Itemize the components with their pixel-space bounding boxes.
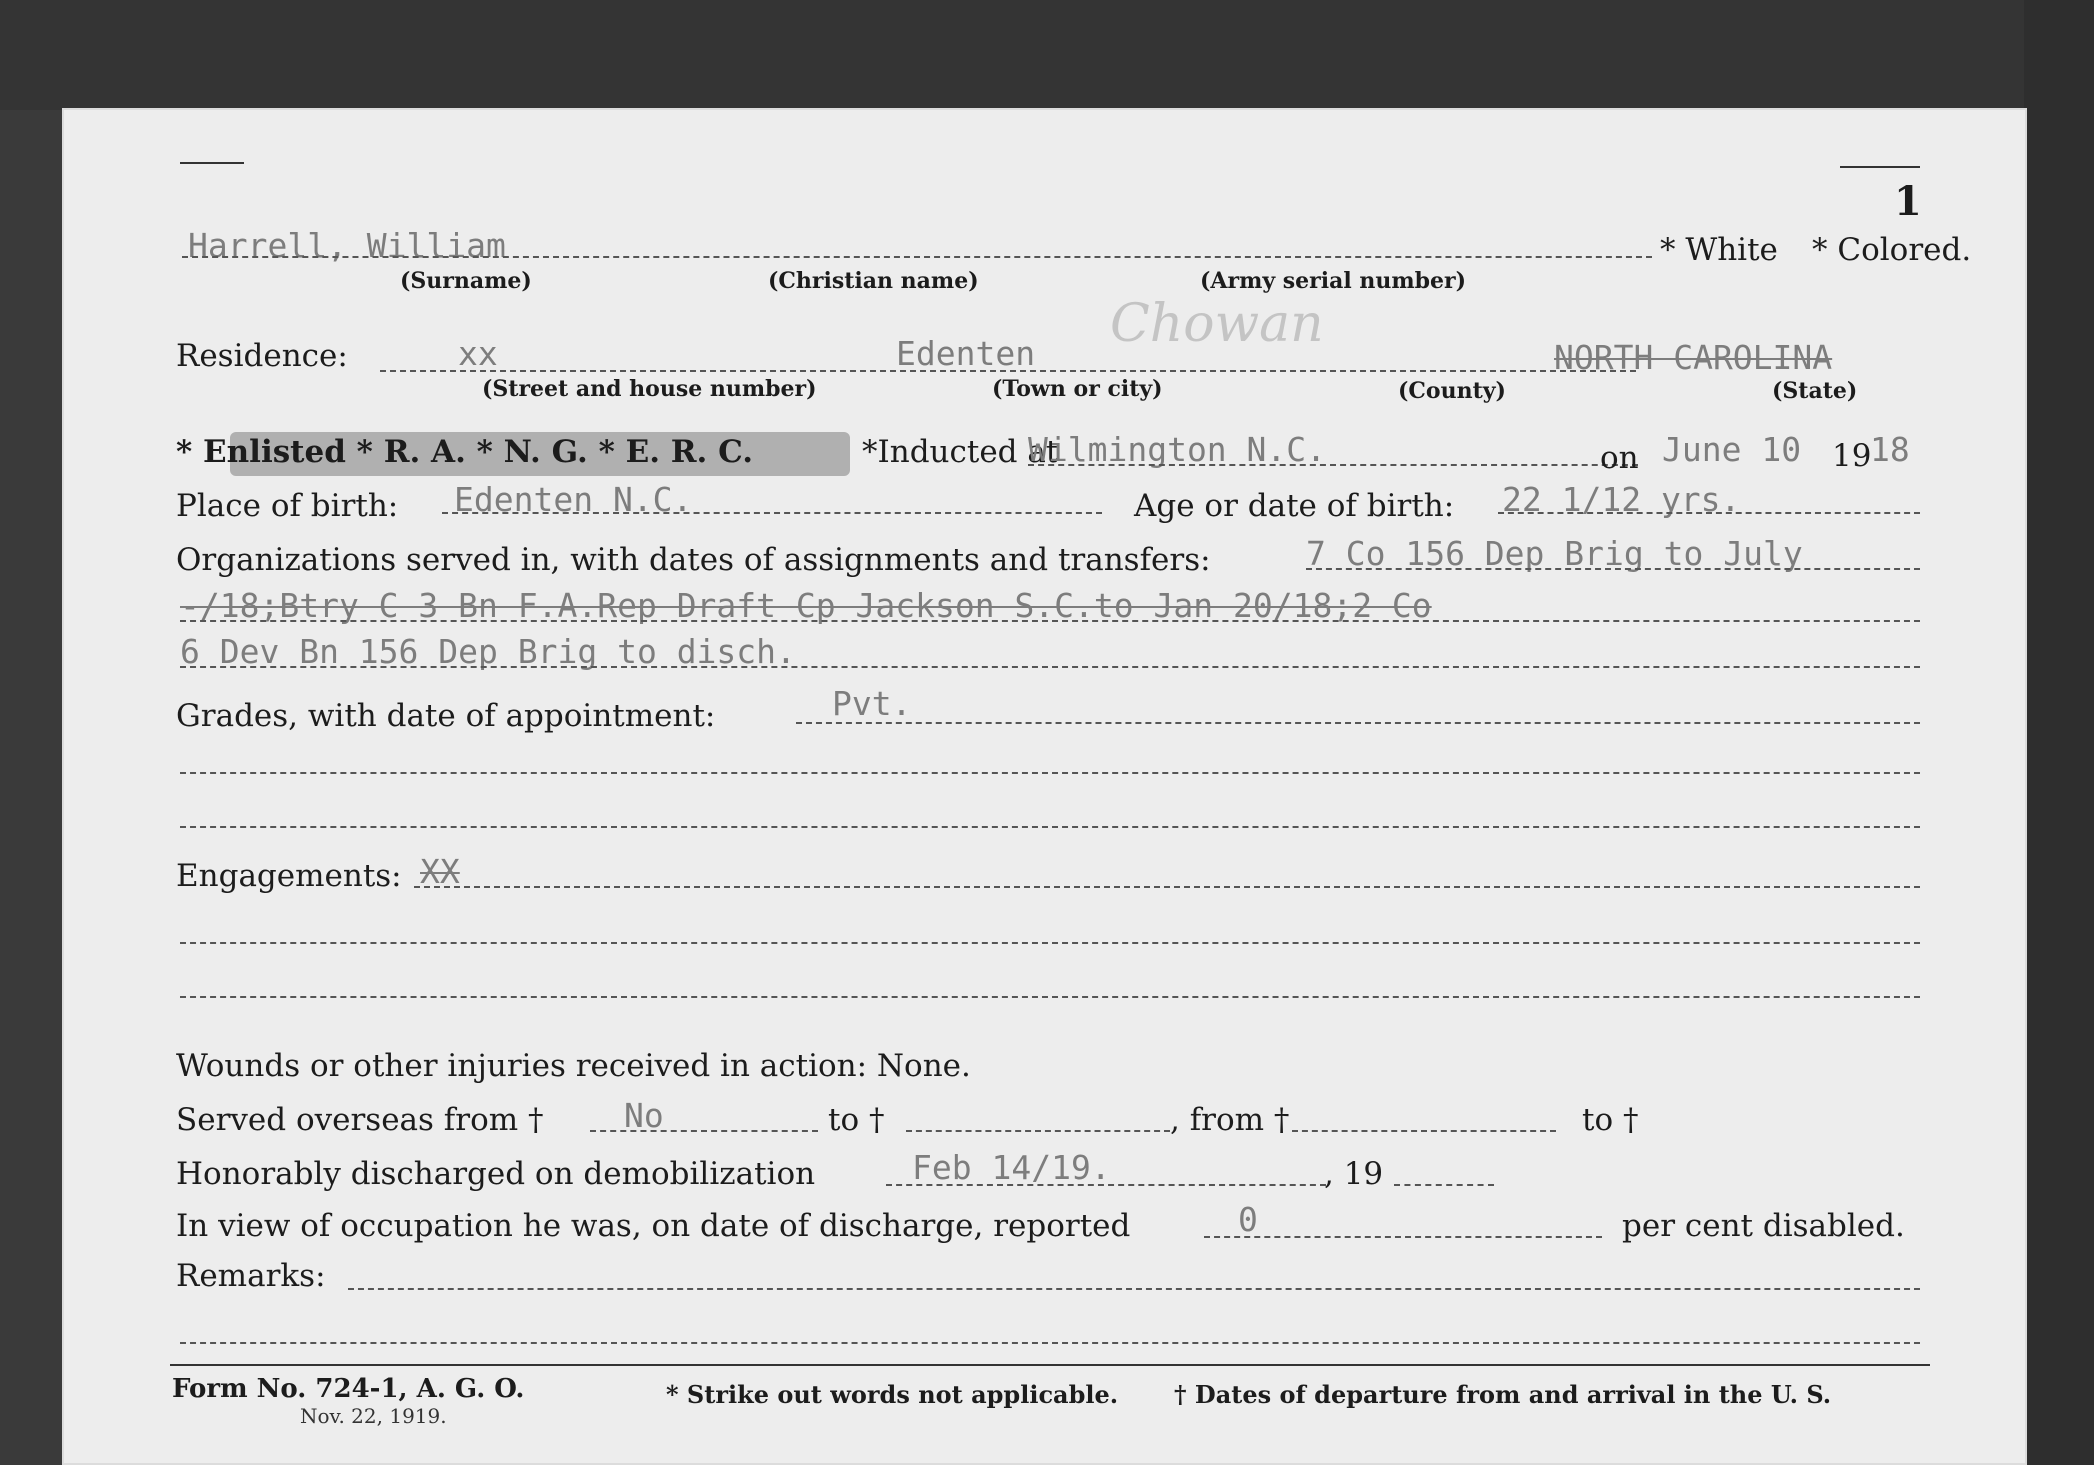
discharge-date-value: Feb 14/19.: [912, 1148, 1111, 1187]
engagements-rule-2: [180, 942, 1920, 944]
discharge-label: Honorably discharged on demobilization: [176, 1156, 816, 1192]
dates-note: † Dates of departure from and arrival in the U. S.: [1174, 1380, 1832, 1409]
service-record-card: [62, 108, 2027, 1465]
disability-value: 0: [1238, 1200, 1258, 1239]
footer-divider: [170, 1364, 1930, 1366]
state-value: NORTH CAROLINA: [1554, 338, 1833, 377]
engagements-rule-1: [414, 886, 1920, 888]
inducted-place-value: Wilmington N.C.: [1028, 430, 1327, 469]
birthplace-value: Edenten N.C.: [454, 480, 693, 519]
organizations-line-1: 7 Co 156 Dep Brig to July: [1306, 534, 1803, 573]
organizations-rule-3: [180, 666, 1920, 668]
name-line: [182, 256, 1652, 258]
organizations-line-2: -/18;Btry C 3 Bn F.A.Rep Draft Cp Jackson S.C.to Jan 20/18;2 Co: [180, 586, 1432, 625]
remarks-label: Remarks:: [176, 1258, 326, 1294]
overseas-to-label: to †: [828, 1102, 885, 1138]
corner-mark-left: [180, 162, 244, 164]
discharge-line: [886, 1184, 1326, 1186]
grades-rule-1: [796, 722, 1920, 724]
inducted-line: [1028, 464, 1638, 466]
scan-background-top: [0, 0, 2094, 110]
on-label: on: [1600, 440, 1639, 476]
corner-mark-right: [1840, 166, 1920, 168]
disability-suffix: per cent disabled.: [1622, 1208, 1905, 1244]
overseas-from2-label: , from †: [1170, 1102, 1290, 1138]
street-value: xx: [458, 334, 498, 373]
induction-date-value: June 10: [1662, 430, 1802, 469]
colored-option: * Colored.: [1812, 232, 1972, 268]
remarks-rule-1: [348, 1288, 1920, 1290]
disability-label: In view of occupation he was, on date of discharge, reported: [176, 1208, 1131, 1244]
remarks-rule-2: [180, 1342, 1920, 1344]
white-option: * White: [1660, 232, 1778, 268]
organizations-rule-1: [1306, 568, 1920, 570]
form-number: Form No. 724-1, A. G. O.: [172, 1374, 525, 1404]
residence-label: Residence:: [176, 338, 348, 374]
overseas-label: Served overseas from †: [176, 1102, 544, 1138]
overseas-from-line: [590, 1130, 818, 1132]
strike-note: * Strike out words not applicable.: [666, 1380, 1119, 1409]
discharge-year-label: , 19: [1324, 1156, 1384, 1192]
name-value: Harrell, William: [188, 226, 506, 265]
grades-label: Grades, with date of appointment:: [176, 698, 716, 734]
town-caption: (Town or city): [992, 376, 1163, 402]
age-line: [1498, 512, 1920, 514]
residence-line: [380, 370, 1636, 372]
card-number: 1: [1894, 178, 1922, 225]
grades-rule-2: [180, 772, 1920, 774]
overseas-value: No: [624, 1096, 664, 1135]
discharge-year-line: [1394, 1184, 1494, 1186]
enlisted-options: * Enlisted * R. A. * N. G. * E. R. C.: [176, 434, 754, 470]
organizations-rule-2: [180, 620, 1920, 622]
wounds-label: Wounds or other injuries received in action: None.: [176, 1048, 971, 1084]
form-date: Nov. 22, 1919.: [300, 1404, 447, 1428]
grades-rule-3: [180, 826, 1920, 828]
organizations-label: Organizations served in, with dates of assignments and transfers:: [176, 542, 1211, 578]
town-value: Edenten: [896, 334, 1036, 373]
age-value: 22 1/12 yrs.: [1502, 480, 1741, 519]
inducted-label: *Inducted at: [862, 434, 1059, 470]
serial-number-caption: (Army serial number): [1200, 268, 1467, 294]
county-caption: (County): [1398, 378, 1506, 404]
christian-name-caption: (Christian name): [768, 268, 979, 294]
year-prefix: 19: [1832, 438, 1872, 474]
county-pencil-note: Chowan: [1110, 294, 1324, 354]
street-caption: (Street and house number): [482, 376, 817, 402]
overseas-to2-label: to †: [1582, 1102, 1639, 1138]
birthplace-line: [442, 512, 1102, 514]
age-label: Age or date of birth:: [1134, 488, 1455, 524]
grades-value: Pvt.: [832, 684, 912, 723]
disability-line: [1204, 1236, 1602, 1238]
engagements-value: XX: [420, 852, 460, 891]
birthplace-label: Place of birth:: [176, 488, 399, 524]
overseas-to-line: [906, 1130, 1170, 1132]
state-caption: (State): [1772, 378, 1858, 404]
engagements-label: Engagements:: [176, 858, 402, 894]
surname-caption: (Surname): [400, 268, 532, 294]
overseas-from2-line: [1292, 1130, 1556, 1132]
organizations-line-3: 6 Dev Bn 156 Dep Brig to disch.: [180, 632, 796, 671]
scan-background-right: [2024, 0, 2094, 1465]
engagements-rule-3: [180, 996, 1920, 998]
year-value: 18: [1870, 430, 1910, 469]
